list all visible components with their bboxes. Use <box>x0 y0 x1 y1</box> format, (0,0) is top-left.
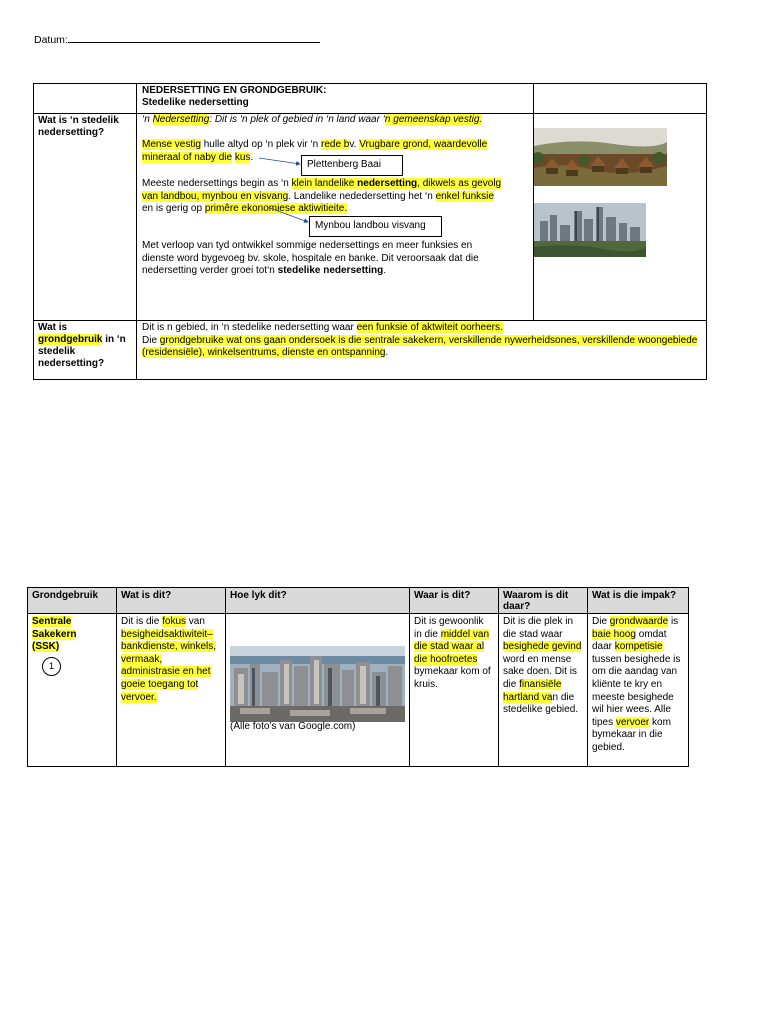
header-waarom: Waarom is dit daar? <box>498 587 588 614</box>
wat-a: Dit is die <box>121 616 163 627</box>
impak-c: is <box>668 616 679 627</box>
cell-waarom <box>498 613 588 767</box>
header-waar-is-dit: Waar is dit? <box>409 587 499 614</box>
header-grondgebruik: Grondgebruik <box>27 587 117 614</box>
q2-c: in ‘n stedelik nedersetting? <box>38 334 126 369</box>
g2-c: . <box>385 347 389 358</box>
g1-b: een funksie of aktwiteit oorheers. <box>356 322 503 333</box>
waarom-e: n die stedelike gebied. <box>503 691 579 716</box>
row-label-hl: Sentrale Sakekern (SSK) <box>32 616 77 653</box>
p4-b: stedelike nedersetting <box>277 265 384 276</box>
g1-a: Dit is n gebied, in ‘n stedelike nedersetting waar <box>142 322 357 333</box>
p4-c: . <box>383 265 387 276</box>
p2-a: Mense vestig <box>142 139 201 150</box>
callout-plettenberg-text: Plettenberg Baai <box>307 159 381 170</box>
impak-a: Die <box>592 616 610 627</box>
p2-d: v. <box>349 139 360 150</box>
waarom-c: word en mense sake doen. Dit is die <box>503 653 577 690</box>
cell-impak <box>587 613 689 767</box>
impak-e: omdat daar <box>592 628 667 653</box>
waar-a: Dit is gewoonlik in die <box>414 616 484 640</box>
p2-b: hulle altyd op ‘n plek vir ‘n <box>200 139 321 150</box>
t1-subtitle: Stedelike nedersetting <box>142 97 249 108</box>
p3-h: primêre ekonomiese aktiwitieite. <box>204 203 348 214</box>
arrow-to-plettenberg <box>259 158 300 164</box>
g2-a: Die <box>142 334 160 346</box>
t1-question-1-text: Wat is ‘n stedelik nedersetting? <box>38 115 119 138</box>
cbd-photo <box>230 646 405 722</box>
p2-c: rede b <box>321 139 350 150</box>
row-label-text <box>32 616 90 654</box>
p2-e: Vrugbare grond, waardevolle mineraal of naby die <box>142 139 488 163</box>
p2-h: . <box>250 151 254 163</box>
impak-g: tussen besighede is om die aandag van kliënte te kry en meeste besighede wil hier wees. Alle tipes <box>592 653 681 728</box>
landuse-definition <box>142 322 701 335</box>
header-hoe-lyk-dit: Hoe lyk dit? <box>225 587 410 614</box>
def-highlight: n gemeenskap vestig. <box>384 114 483 125</box>
p3-a: Meeste nedersettings begin as ‘n <box>142 178 292 189</box>
header-impak: Wat is die impak? <box>587 587 689 614</box>
landuse-examples <box>142 335 701 360</box>
def-mid: : Dit is ‘n plek of gebied in ‘n land waar ‘ <box>209 114 385 125</box>
def-term: Nedersetting <box>152 114 210 125</box>
t1-title: NEDERSETTING EN GRONDGEBRUIK: <box>142 85 327 96</box>
wat-d: besigheidsaktiwiteit– bankdienste, winkels, vermaak, administrasie en het goeie toegang tot vervoer. <box>121 628 217 703</box>
cell-hoe-lyk-dit <box>225 613 410 767</box>
def-pre: ‘n <box>142 114 153 125</box>
impak-d: baie hoog <box>592 628 636 640</box>
p3-d: , dikwels as gevolg van landbou, mynbou en visvang <box>142 178 502 202</box>
q2-b: grondgebruik <box>38 334 103 345</box>
t1-question-1 <box>33 113 137 321</box>
t1-landuse-cell <box>136 320 707 380</box>
p2-g: kus <box>234 151 251 163</box>
impak-h: vervoer <box>615 716 650 728</box>
header-wat-is-dit: Wat is dit? <box>116 587 226 614</box>
impak-f: kompetisie <box>614 641 663 653</box>
arrow-to-mynbou <box>267 207 308 222</box>
t1-corner-cell <box>33 83 137 114</box>
p3-b: klein landelike <box>291 178 358 189</box>
datum-underline <box>68 33 320 43</box>
row-label-ssk <box>27 613 117 767</box>
t1-photo-cell <box>533 113 707 321</box>
p3-f: enkel funksie <box>435 190 494 202</box>
p3-e: . Landelike nededersetting het ‘n <box>288 190 436 202</box>
t1-title-cell <box>136 83 534 114</box>
p3-c: nedersetting <box>357 178 418 189</box>
city-photo <box>534 203 646 257</box>
impak-i: kom bymekaar in die gebied. <box>592 716 671 753</box>
datum-label: Datum: <box>34 34 68 46</box>
landuse-table <box>27 587 689 767</box>
callout-arrows <box>137 114 535 322</box>
waarom-a: Dit is die plek in die stad waar <box>503 616 574 640</box>
cell-waar-is-dit <box>409 613 499 767</box>
wat-c: van <box>186 616 205 627</box>
waarom-d: finansiële hartland va <box>503 678 562 703</box>
g2-b: grondgebruike wat ons gaan ondersoek is die sentrale sakekern, verskillende nywerheidsones, verskillende woongebiede (residensiële), winkelsentrums, dienste en ontspanning <box>142 334 698 358</box>
impak-b: grondwaarde <box>609 616 669 627</box>
waar-b: middel van die stad waar al die hoofroetes <box>414 628 490 665</box>
waar-c: bymekaar kom of kruis. <box>414 666 491 690</box>
row-number-badge: 1 <box>42 657 61 676</box>
q2-a: Wat is <box>38 322 68 333</box>
t1-question-2 <box>33 320 137 380</box>
village-photo <box>534 128 667 186</box>
settlement-table <box>33 83 707 380</box>
t1-answer-cell <box>136 113 534 321</box>
t1-photo-header-cell <box>533 83 707 114</box>
datum-field <box>34 33 320 46</box>
p3-g: en is gerig op <box>142 203 205 214</box>
waarom-b: besighede gevind <box>503 641 582 653</box>
cell-wat-is-dit <box>116 613 226 767</box>
p4-a: Met verloop van tyd ontwikkel sommige nedersettings en meer funksies en dienste word bygevoeg bv. skole, hospitale en banke. Dit veroorsaak dat die nedersetting verder groei tot‘n <box>142 240 479 276</box>
photo-caption: (Alle foto’s van Google.com) <box>230 721 356 732</box>
callout-mynbou-text: Mynbou landbou visvang <box>315 220 426 231</box>
wat-b: fokus <box>162 616 187 627</box>
